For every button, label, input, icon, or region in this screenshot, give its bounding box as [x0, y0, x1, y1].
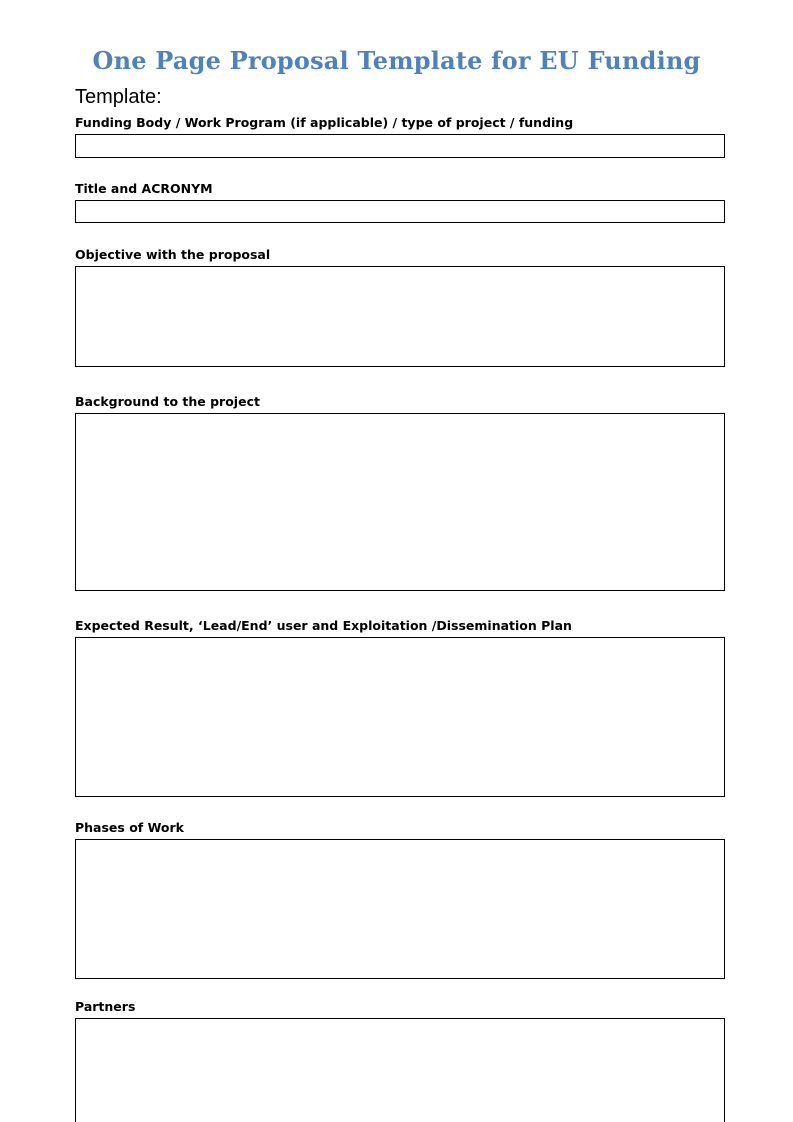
field-label-background: Background to the project [75, 394, 260, 409]
field-label-title-acronym: Title and ACRONYM [75, 181, 213, 196]
field-label-funding-body: Funding Body / Work Program (if applicable) / type of project / funding [75, 115, 574, 130]
template-heading: Template: [75, 86, 162, 108]
field-label-partners: Partners [75, 999, 136, 1014]
field-box-partners[interactable] [75, 1018, 725, 1122]
field-label-objective: Objective with the proposal [75, 247, 271, 262]
field-label-expected-result: Expected Result, ‘Lead/End’ user and Exploitation /Dissemination Plan [75, 618, 572, 633]
field-label-phases-of-work: Phases of Work [75, 820, 184, 835]
field-box-funding-body[interactable] [75, 134, 725, 158]
field-box-expected-result[interactable] [75, 637, 725, 797]
field-box-objective[interactable] [75, 266, 725, 367]
field-box-phases-of-work[interactable] [75, 839, 725, 979]
field-box-title-acronym[interactable] [75, 200, 725, 223]
document-title: One Page Proposal Template for EU Funding [92, 46, 701, 75]
field-box-background[interactable] [75, 413, 725, 591]
